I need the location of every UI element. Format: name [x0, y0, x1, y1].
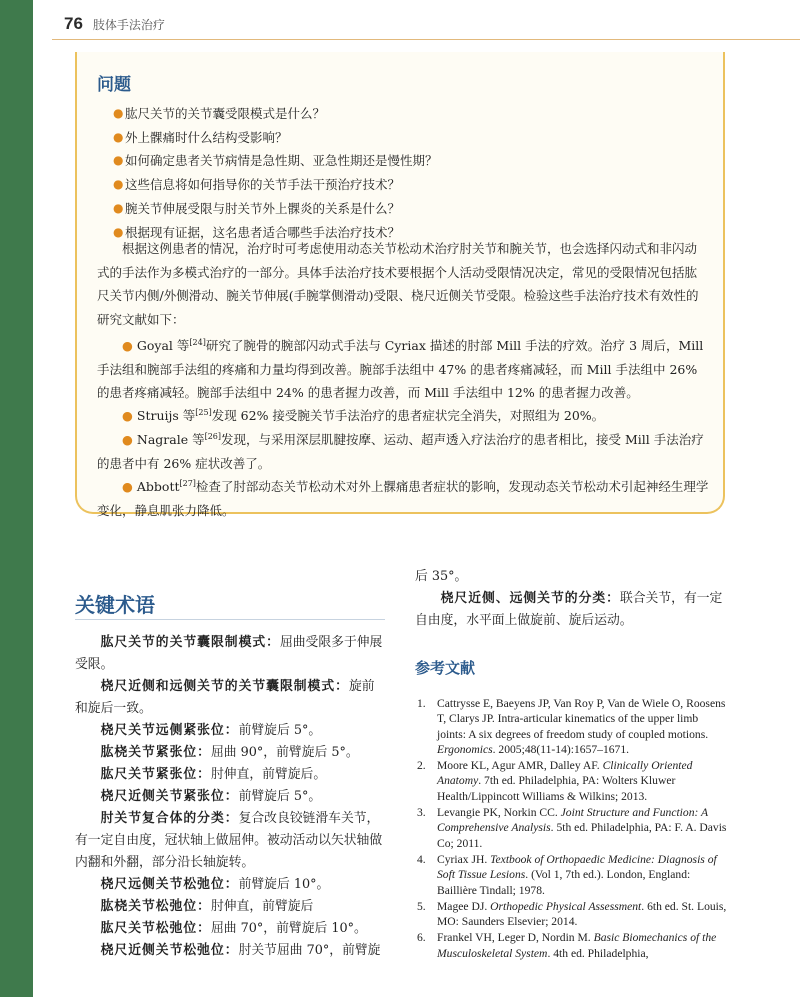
- bullet-icon: ●: [113, 224, 124, 239]
- key-term-item: 桡尺近侧、远侧关节的分类：联合关节，有一定自由度，水平面上做旋前、旋后运动。: [415, 591, 723, 628]
- key-terms-rule: [75, 619, 385, 620]
- key-term-item: 桡尺远侧关节松弛位：前臂旋后 10°。: [100, 877, 330, 892]
- question-item: ● 根据现有证据，这名患者适合哪些手法治疗技术？: [113, 221, 438, 245]
- continued-text: 后 35°。: [415, 569, 468, 584]
- bullet-icon: ●: [113, 200, 124, 215]
- key-terms-continued: [415, 566, 725, 632]
- key-term-item: 肱尺关节松弛位：屈曲 70°，前臂旋后 10°。: [100, 921, 367, 936]
- key-term-item: 肱尺关节紧张位：肘伸直，前臂旋后。: [100, 767, 327, 782]
- bullet-icon: ●: [113, 106, 124, 120]
- side-color-strip: [0, 0, 33, 997]
- bullet-icon: ●: [122, 338, 137, 354]
- evidence-item: ● Goyal 等[24]研究了腕骨的腕部闪动式手法与 Cyriax 描述的肘部 Mill 手法的疗效。治疗 3 周后，Mill 手法组和腕部手法组的疼痛和力量均得到改善。腕部手法组中 47% 的患者疼痛减轻，而 Mill 手法组中 26% 的患者疼痛减轻。腕部手法组中 24% 的患者握力改善，而 Mill 手法组中 12% 的患者握力改善。: [97, 338, 704, 401]
- bullet-icon: ●: [122, 408, 137, 424]
- reference-item: 6. Frankel VH, Leger D, Nordin M. Basic Biomechanics of the Musculoskeletal System. 4th ed. Philadelphia,: [417, 931, 717, 960]
- question-item: ● 这些信息将如何指导你的关节手法干预治疗技术？: [113, 173, 438, 197]
- key-term-item: 肘关节复合体的分类：复合改良铰链滑车关节，有一定自由度，冠状轴上做屈伸。被动活动以矢状轴做内翻和外翻，部分沿长轴旋转。: [75, 811, 383, 870]
- bullet-icon: ●: [113, 153, 124, 168]
- question-list: [113, 102, 438, 244]
- bullet-icon: ●: [113, 177, 124, 192]
- key-term-item: 桡尺近侧关节松弛位：肘关节屈曲 70°，前臂旋: [100, 943, 381, 958]
- key-terms-list: [75, 632, 385, 962]
- key-term-item: 桡尺关节远侧紧张位：前臂旋后 5°。: [100, 723, 322, 738]
- page-header: [64, 14, 165, 38]
- questions-box: [75, 52, 725, 518]
- question-item: ● 腕关节伸展受限与肘关节外上髁炎的关系是什么？: [113, 197, 438, 221]
- bullet-icon: ●: [122, 479, 137, 495]
- bullet-icon: ●: [113, 129, 124, 144]
- reference-item: 1. Cattrysse E, Baeyens JP, Van Roy P, Van de Wiele O, Roosens T, Clarys JP. Intra-articular kinematics of the upper limb joints: A six degrees of freedom study of coupled motions. Ergonomics. 2005;48(11-14):1657–1671.: [417, 697, 726, 756]
- question-item: ● 肱尺关节的关节囊受限模式是什么？: [113, 102, 438, 126]
- reference-item: 3. Levangie PK, Norkin CC. Joint Structure and Function: A Comprehensive Analysis. 5th ed. Philadelphia, PA: F. A. Davis Co; 2011.: [417, 806, 727, 850]
- key-terms-title: 关键术语: [75, 595, 155, 617]
- reference-item: 2. Moore KL, Agur AMR, Dalley AF. Clinically Oriented Anatomy. 7th ed. Philadelphia, PA: Wolters Kluwer Health/Lippincott Williams & Wilkins; 2013.: [417, 759, 693, 803]
- key-term-item: 肱桡关节松弛位：肘伸直，前臂旋后: [100, 899, 314, 914]
- key-term-item: 肱尺关节的关节囊限制模式：屈曲受限多于伸展受限。: [75, 635, 383, 672]
- bullet-icon: ●: [122, 432, 137, 448]
- key-term-item: 肱桡关节紧张位：屈曲 90°，前臂旋后 5°。: [100, 745, 359, 760]
- header-rule: [52, 39, 800, 40]
- evidence-item: ● Struijs 等[25]发现 62% 接受腕关节手法治疗的患者症状完全消失，对照组为 20%。: [122, 408, 605, 424]
- box-title: 问题: [97, 75, 131, 94]
- question-item: ● 外上髁痛时什么结构受影响？: [113, 126, 438, 150]
- page-number: 76: [64, 14, 83, 33]
- box-paragraph: 根据这例患者的情况，治疗时可考虑使用动态关节松动术治疗肘关节和腕关节，也会选择闪动式和非闪动式的手法作为多模式治疗的一部分。具体手法治疗技术要根据个人活动受限情况决定，常见的受限情况包括肱尺关节内侧/外侧滑动、腕关节伸展(手腕掌侧滑动)受限、桡尺近侧关节受限。检验这些手法治疗技术有效性的研究文献如下：: [97, 241, 699, 327]
- evidence-item: ● Abbott[27]检查了肘部动态关节松动术对外上髁痛患者症状的影响，发现动态关节松动术引起神经生理学变化，静息肌张力降低。: [97, 479, 709, 518]
- references-list: [415, 696, 727, 962]
- running-title: 肢体手法治疗: [92, 18, 165, 32]
- references-title: 参考文献: [415, 660, 476, 677]
- key-term-item: 桡尺近侧关节紧张位：前臂旋后 5°。: [100, 789, 322, 804]
- evidence-item: ● Nagrale 等[26]发现，与采用深层肌腱按摩、运动、超声透入疗法治疗的患者相比，接受 Mill 手法治疗的患者中有 26% 症状改善了。: [97, 432, 704, 471]
- key-term-item: 桡尺近侧和远侧关节的关节囊限制模式：旋前和旋后一致。: [75, 679, 375, 716]
- reference-item: 5. Magee DJ. Orthopedic Physical Assessment. 6th ed. St. Louis, MO: Saunders Elsevier; 2014.: [417, 899, 727, 929]
- reference-item: 4. Cyriax JH. Textbook of Orthopaedic Medicine: Diagnosis of Soft Tissue Lesions. (Vol 1, 7th ed.). London, England: Baillière Tindall; 1978.: [417, 852, 717, 897]
- question-item: ● 如何确定患者关节病情是急性期、亚急性期还是慢性期？: [113, 149, 438, 173]
